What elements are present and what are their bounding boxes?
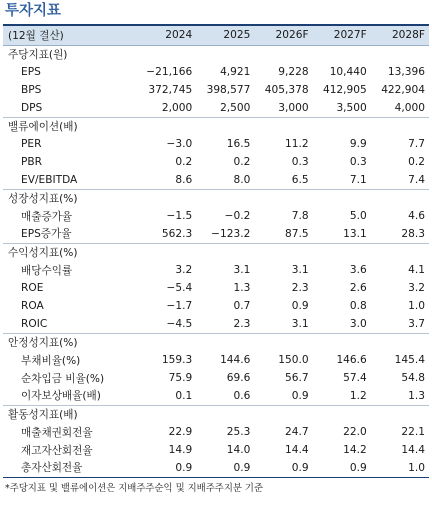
row-label: PBR (21, 156, 43, 168)
value-cell: 4,921 (220, 66, 251, 78)
table-row (3, 171, 429, 189)
value-cell: 22.1 (401, 426, 425, 438)
table-row (3, 63, 429, 81)
value-cell: 7.1 (349, 173, 367, 186)
value-cell: 16.5 (226, 138, 251, 150)
row-label: EV/EBITDA (21, 173, 78, 186)
section-title: 성장성지표(%) (3, 189, 429, 207)
value-cell: 3.0 (349, 317, 367, 330)
page-title: 투자지표 (5, 3, 62, 19)
value-cell: 0.2 (175, 156, 193, 168)
value-cell: 145.4 (394, 354, 425, 366)
value-cell: 10,440 (329, 66, 367, 78)
value-cell: 22.0 (343, 426, 367, 438)
table-row (3, 315, 429, 333)
value-cell: 87.5 (284, 227, 309, 240)
value-cell: 0.2 (408, 156, 425, 168)
section-title: 활동성지표(배) (3, 405, 429, 423)
row-label: ROE (21, 282, 44, 294)
value-cell: 1.0 (408, 300, 425, 312)
value-cell: 1.0 (371, 459, 429, 477)
value-cell: 2,500 (220, 101, 251, 114)
value-cell: 146.6 (336, 354, 367, 366)
value-cell: 56.7 (284, 372, 309, 384)
value-cell: 3,000 (278, 101, 309, 114)
value-cell: 0.7 (233, 300, 251, 312)
header-year-2024: 2024 (165, 29, 193, 42)
value-cell: 0.9 (254, 459, 312, 477)
value-cell: 7.7 (408, 138, 425, 150)
table-row (3, 81, 429, 99)
value-cell: 57.4 (343, 372, 367, 384)
value-cell: 22.9 (168, 426, 193, 438)
table-row (3, 153, 429, 171)
header-year-2025: 2025 (223, 29, 251, 42)
value-cell: 5.0 (349, 210, 367, 222)
value-cell: 0.9 (196, 459, 254, 477)
value-cell: 412,905 (322, 84, 367, 96)
value-cell: 2.3 (291, 282, 309, 294)
value-cell: 3,500 (336, 101, 367, 114)
value-cell: 0.9 (313, 459, 371, 477)
value-cell: 14.4 (284, 444, 309, 456)
row-label: 총자산회전율 (3, 459, 138, 477)
section-title: 주당지표(원) (8, 48, 68, 61)
value-cell: 8.6 (175, 173, 193, 186)
section-header-row (3, 243, 429, 261)
row-label: 이자보상배율(배) (21, 390, 101, 403)
value-cell: 54.8 (401, 372, 425, 384)
value-cell: 1.3 (233, 282, 251, 294)
value-cell: −5.4 (166, 282, 193, 294)
table-row (3, 225, 429, 243)
header-year-2026f: 2026F (275, 29, 309, 42)
row-label: PER (21, 138, 42, 150)
row-label: 부채비율(%) (21, 354, 81, 367)
value-cell: 3.6 (349, 264, 367, 276)
header-fiscal-label: (12월 결산) (8, 29, 64, 42)
row-label: ROIC (21, 317, 48, 330)
row-label: EPS증가율 (21, 228, 72, 241)
value-cell: 14.2 (343, 444, 367, 456)
value-cell: 422,904 (381, 84, 425, 96)
table-row (3, 135, 429, 153)
value-cell: 3.1 (291, 264, 309, 276)
row-label: 배당수익률 (21, 264, 73, 277)
row-label: DPS (21, 101, 43, 114)
table-row (3, 261, 429, 279)
value-cell: 3.1 (233, 264, 251, 276)
value-cell: −123.2 (211, 227, 251, 240)
value-cell: 25.3 (226, 426, 251, 438)
table-row (3, 459, 429, 477)
value-cell: 2,000 (161, 101, 193, 114)
table-row (3, 351, 429, 369)
value-cell: 6.5 (291, 173, 309, 186)
value-cell: 0.3 (291, 156, 309, 168)
indicators-table (3, 24, 429, 478)
value-cell: 0.8 (349, 300, 367, 312)
value-cell: 372,745 (148, 84, 193, 96)
value-cell: 8.0 (233, 173, 251, 186)
value-cell: 405,378 (264, 84, 309, 96)
table-row (3, 207, 429, 225)
value-cell: 0.9 (291, 389, 309, 402)
value-cell: 2.3 (233, 317, 251, 330)
row-label: EPS (21, 66, 41, 78)
value-cell: −0.2 (224, 210, 251, 222)
header-year-2027f: 2027F (333, 29, 367, 42)
table-header (3, 25, 429, 45)
header-row (3, 25, 429, 45)
value-cell: 0.1 (175, 389, 193, 402)
value-cell: 28.3 (401, 227, 425, 240)
value-cell: 0.3 (349, 156, 367, 168)
value-cell: 14.4 (401, 444, 425, 456)
row-label: 순차입금 비율(%) (21, 372, 105, 385)
value-cell: 3.7 (408, 317, 425, 330)
row-label: BPS (21, 84, 42, 96)
table-row (3, 279, 429, 297)
value-cell: 0.9 (291, 300, 309, 312)
value-cell: 13.1 (343, 227, 367, 240)
value-cell: 0.2 (233, 156, 251, 168)
section-title: 밸류에이션(배) (3, 117, 429, 135)
value-cell: 4,000 (394, 101, 425, 114)
value-cell: 562.3 (161, 227, 193, 240)
section-header-row (3, 117, 429, 135)
value-cell: 7.8 (291, 210, 309, 222)
value-cell: 0.6 (233, 389, 251, 402)
value-cell: 1.3 (408, 389, 425, 402)
value-cell: 9.9 (349, 138, 367, 150)
value-cell: 159.3 (161, 354, 193, 366)
value-cell: −21,166 (146, 66, 193, 78)
row-label: 매출채권회전율 (21, 426, 93, 439)
value-cell: 4.1 (408, 264, 425, 276)
value-cell: 14.0 (226, 444, 251, 456)
table-row (3, 441, 429, 459)
row-label: 매출증가율 (21, 210, 73, 223)
row-label: ROA (21, 300, 44, 312)
section-header-row (3, 45, 429, 63)
section-header-row (3, 189, 429, 207)
value-cell: 14.9 (168, 444, 193, 456)
table-row (3, 369, 429, 387)
section-title: 수익성지표(%) (3, 243, 429, 261)
section-header-row (3, 405, 429, 423)
section-title: 안정성지표(%) (3, 333, 429, 351)
value-cell: 150.0 (278, 354, 309, 366)
header-year-2028f: 2028F (391, 29, 425, 42)
value-cell: 9,228 (278, 66, 309, 78)
table-row (3, 387, 429, 405)
value-cell: 0.9 (138, 459, 196, 477)
row-label: 재고자산회전율 (21, 444, 93, 457)
table-row (3, 99, 429, 117)
value-cell: 3.2 (408, 282, 425, 294)
value-cell: 1.2 (349, 389, 367, 402)
value-cell: 398,577 (206, 84, 251, 96)
value-cell: 2.6 (349, 282, 367, 294)
value-cell: 11.2 (284, 138, 309, 150)
value-cell: −1.5 (166, 210, 193, 222)
value-cell: 3.2 (175, 264, 193, 276)
footnote: *주당지표 및 밸류에이션은 지배주주순익 및 지배주주지분 기준 (5, 482, 264, 494)
value-cell: 24.7 (284, 426, 309, 438)
section-header-row (3, 333, 429, 351)
value-cell: 3.1 (291, 317, 309, 330)
value-cell: −1.7 (166, 300, 193, 312)
value-cell: 4.6 (408, 210, 425, 222)
table-row (3, 297, 429, 315)
value-cell: −3.0 (166, 138, 193, 150)
value-cell: 7.4 (408, 173, 425, 186)
value-cell: 13,396 (387, 66, 425, 78)
value-cell: 69.6 (226, 372, 251, 384)
value-cell: −4.5 (166, 317, 193, 330)
value-cell: 144.6 (220, 354, 251, 366)
table-body (3, 45, 429, 477)
table-row (3, 423, 429, 441)
value-cell: 75.9 (168, 372, 193, 384)
